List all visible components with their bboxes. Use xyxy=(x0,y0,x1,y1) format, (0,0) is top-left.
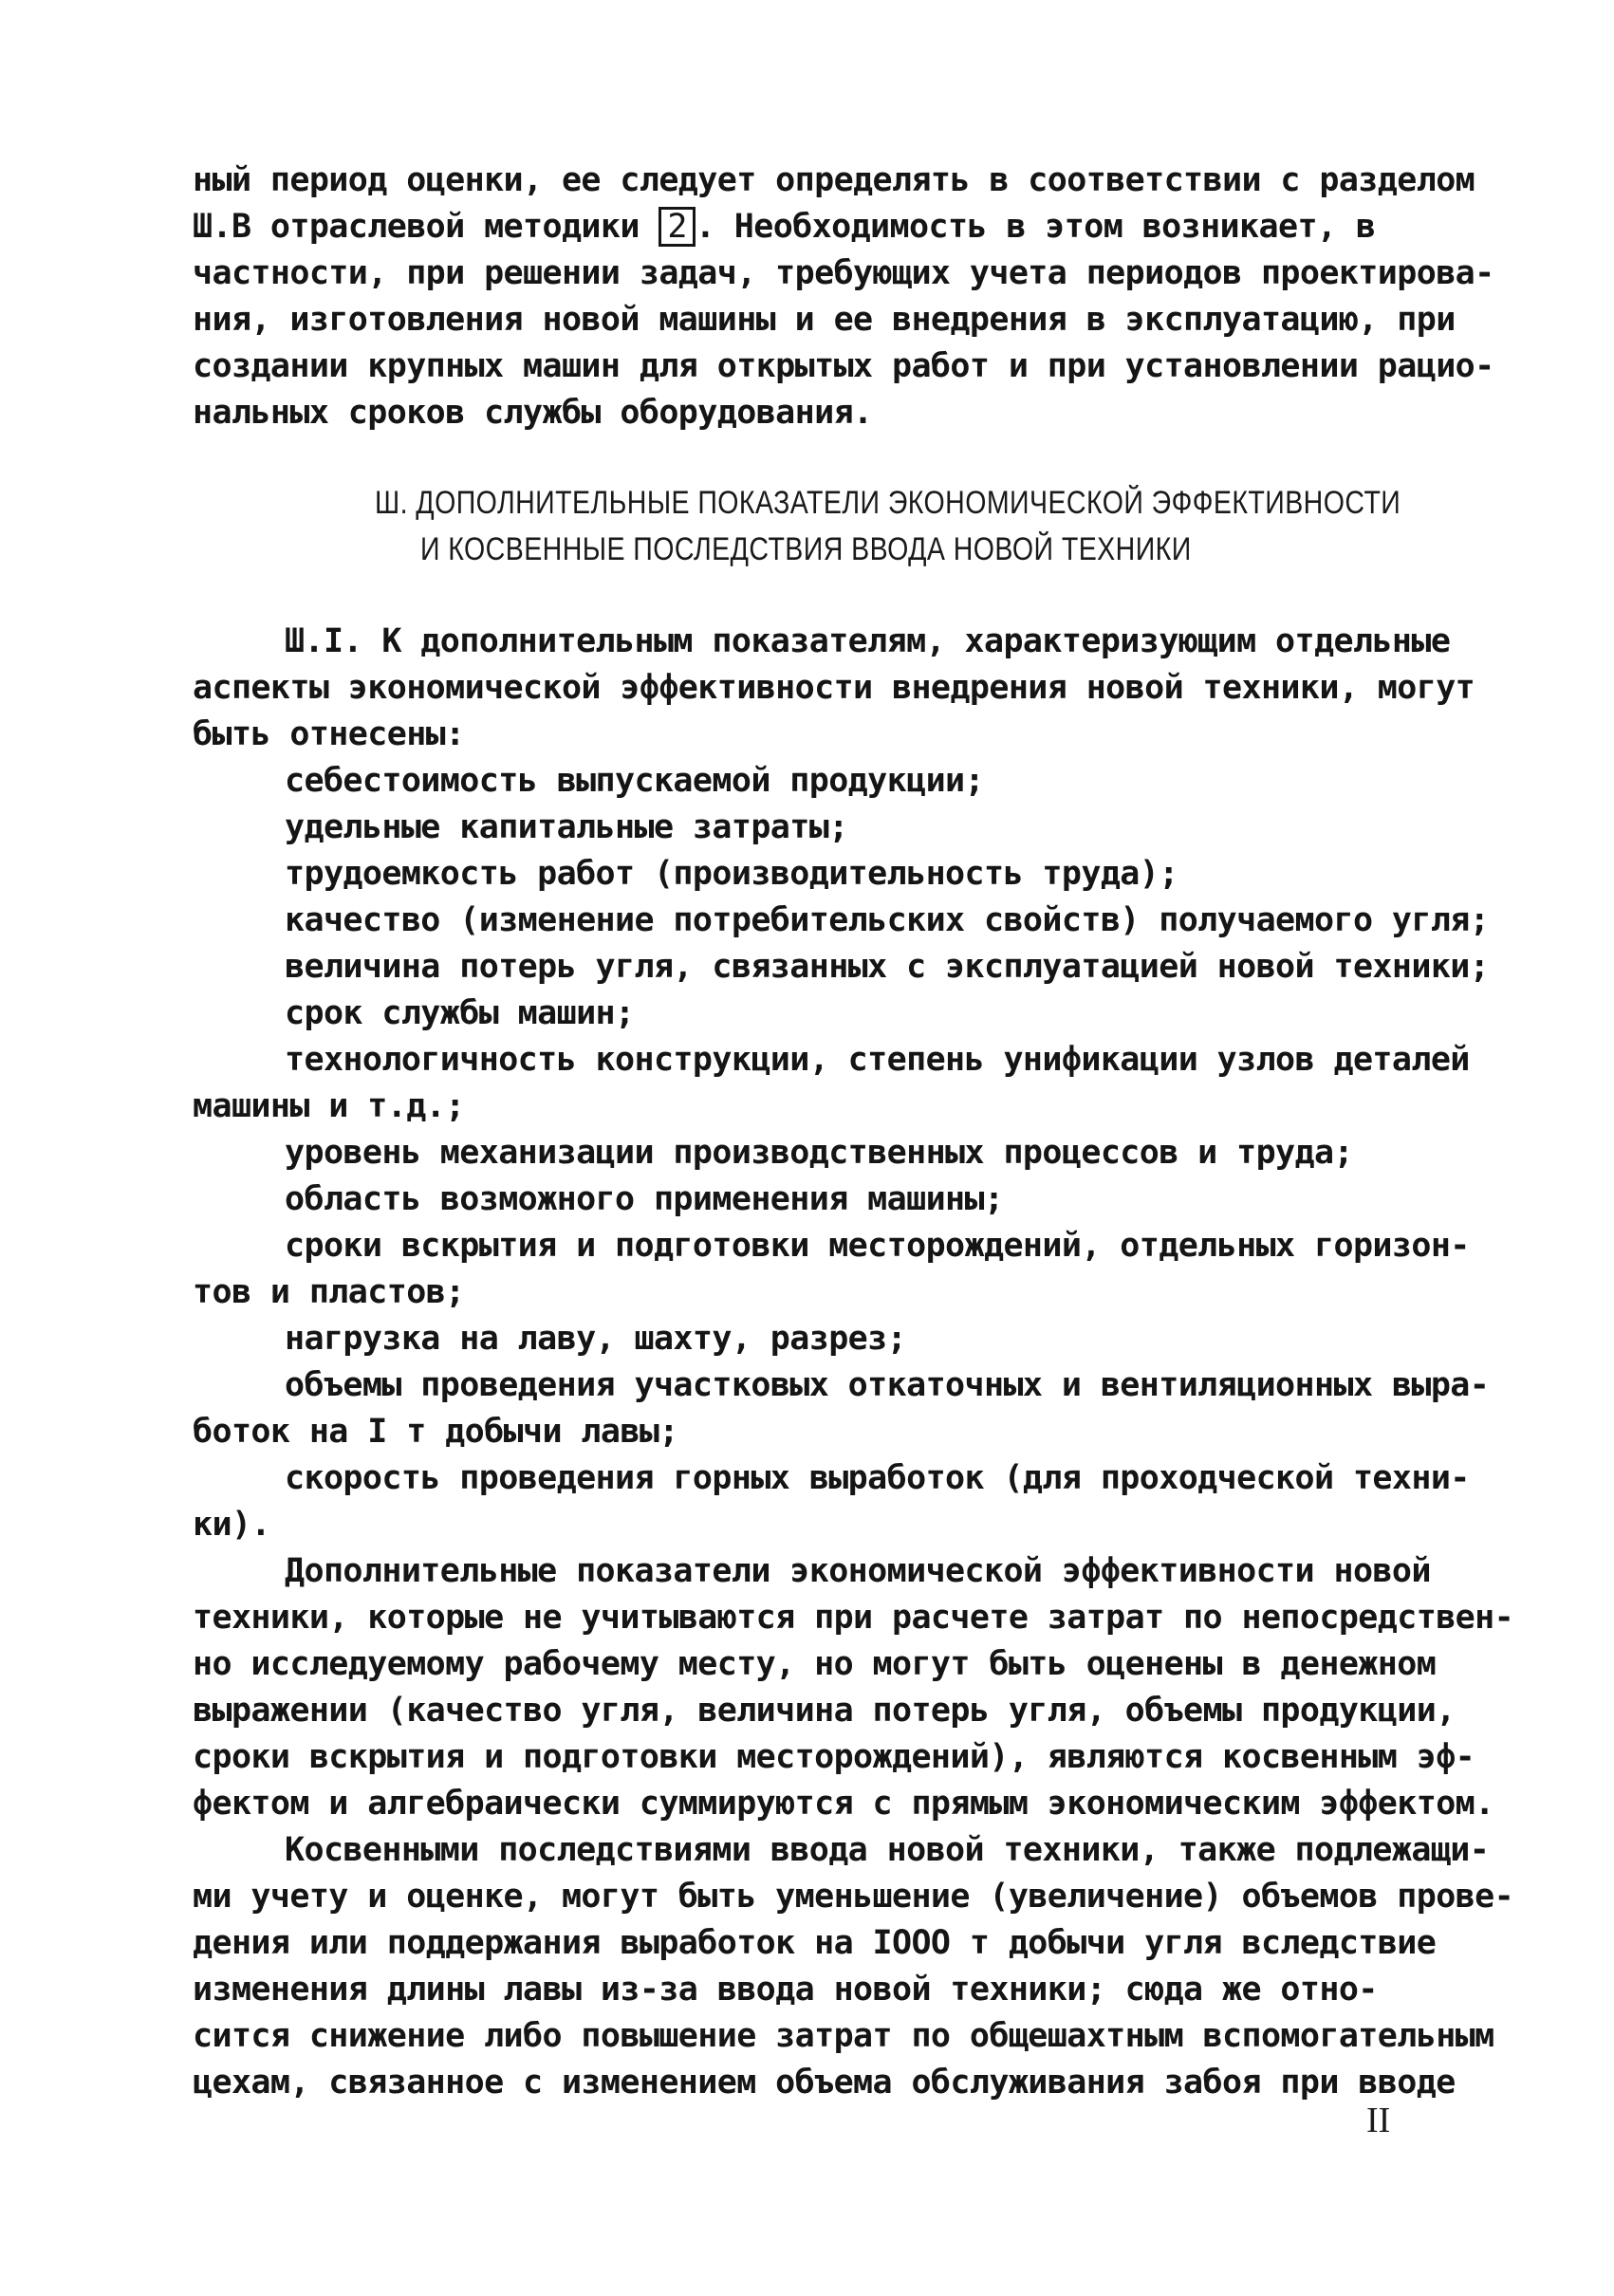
para-additional-line-5: сроки вскрытия и подготовки месторождений), являются косвенным эф- xyxy=(193,1738,1475,1776)
para-indirect-line-6: цехам, связанное с изменением объема обслуживания забоя при вводе xyxy=(193,2064,1456,2102)
list-item-1: себестоимость выпускаемой продукции; xyxy=(285,762,984,800)
list-item-10-line-1: сроки вскрытия и подготовки месторождений, отдельных горизон- xyxy=(285,1227,1470,1265)
para-indirect-line-4: изменения длины лавы из-за ввода новой техники; сюда же отно- xyxy=(193,1971,1378,2009)
para-31-line-2: аспекты экономической эффективности внедрения новой техники, могут xyxy=(193,669,1475,707)
list-item-12-line-2: боток на I т добычи лавы; xyxy=(193,1413,678,1451)
section-heading-line-2: И КОСВЕННЫЕ ПОСЛЕДСТВИЯ ВВОДА НОВОЙ ТЕХНИКИ xyxy=(420,531,1192,567)
intro-line-5: создании крупных машин для открытых работ и при установлении рацио- xyxy=(193,347,1494,385)
list-item-2: удельные капитальные затраты; xyxy=(285,808,848,846)
page-number: II xyxy=(1366,2101,1391,2140)
list-item-9: область возможного применения машины; xyxy=(285,1180,1004,1218)
list-item-13-line-1: скорость проведения горных выработок (для проходческой техни- xyxy=(285,1459,1470,1497)
intro-line-4: ния, изготовления новой машины и ее внедрения в эксплуатацию, при xyxy=(193,301,1456,339)
list-item-13-line-2: ки). xyxy=(193,1506,270,1544)
para-indirect-line-1: Косвенными последствиями ввода новой техники, также подлежащи- xyxy=(285,1831,1490,1869)
intro-line-2-start: Ш.В отраслевой методики xyxy=(193,208,659,246)
para-indirect-line-3: дения или поддержания выработок на IOOO т добычи угля вследствие xyxy=(193,1924,1437,1962)
list-item-11: нагрузка на лаву, шахту, разрез; xyxy=(285,1320,907,1358)
para-additional-line-4: выражении (качество угля, величина потерь угля, объемы продукции, xyxy=(193,1692,1456,1730)
list-item-7-line-2: машины и т.д.; xyxy=(193,1087,465,1125)
para-31-line-3: быть отнесены: xyxy=(193,715,465,753)
para-additional-line-6: фектом и алгебраически суммируются с прямым экономическим эффектом. xyxy=(193,1785,1494,1823)
section-heading-line-1: Ш. ДОПОЛНИТЕЛЬНЫЕ ПОКАЗАТЕЛИ ЭКОНОМИЧЕСКОЙ ЭФФЕКТИВНОСТИ xyxy=(375,485,1401,521)
list-item-4: качество (изменение потребительских свойств) получаемого угля; xyxy=(285,901,1490,939)
intro-line-2-end: . Необходимость в этом возникает, в xyxy=(695,208,1376,246)
list-item-12-line-1: объемы проведения участковых откаточных и вентиляционных выра- xyxy=(285,1366,1490,1404)
intro-line-1: ный период оценки, ее следует определять в соответствии с разделом xyxy=(193,161,1475,199)
intro-line-3: частности, при решении задач, требующих учета периодов проектирова- xyxy=(193,254,1494,292)
list-item-8: уровень механизации производственных процессов и труда; xyxy=(285,1134,1353,1172)
para-additional-line-3: но исследуемому рабочему месту, но могут быть оценены в денежном xyxy=(193,1645,1437,1683)
intro-line-2 xyxy=(193,206,1375,248)
para-additional-line-1: Дополнительные показатели экономической эффективности новой xyxy=(285,1552,1431,1590)
para-indirect-line-5: сится снижение либо повышение затрат по общешахтным вспомогательным xyxy=(193,2017,1494,2055)
para-indirect-line-2: ми учету и оценке, могут быть уменьшение (увеличение) объемов прове- xyxy=(193,1878,1514,1916)
list-item-7-line-1: технологичность конструкции, степень унификации узлов деталей xyxy=(285,1041,1470,1079)
list-item-5: величина потерь угля, связанных с эксплуатацией новой техники; xyxy=(285,948,1490,986)
para-additional-line-2: техники, которые не учитываются при расчете затрат по непосредствен- xyxy=(193,1599,1514,1637)
list-item-10-line-2: тов и пластов; xyxy=(193,1273,465,1311)
intro-line-6: нальных сроков службы оборудования. xyxy=(193,394,873,432)
list-item-6: срок службы машин; xyxy=(285,994,635,1032)
list-item-3: трудоемкость работ (производительность труда); xyxy=(285,855,1178,893)
para-31-line-1: Ш.I. К дополнительным показателям, характеризующим отдельные xyxy=(285,622,1451,660)
reference-bracket: 2 xyxy=(659,207,695,247)
